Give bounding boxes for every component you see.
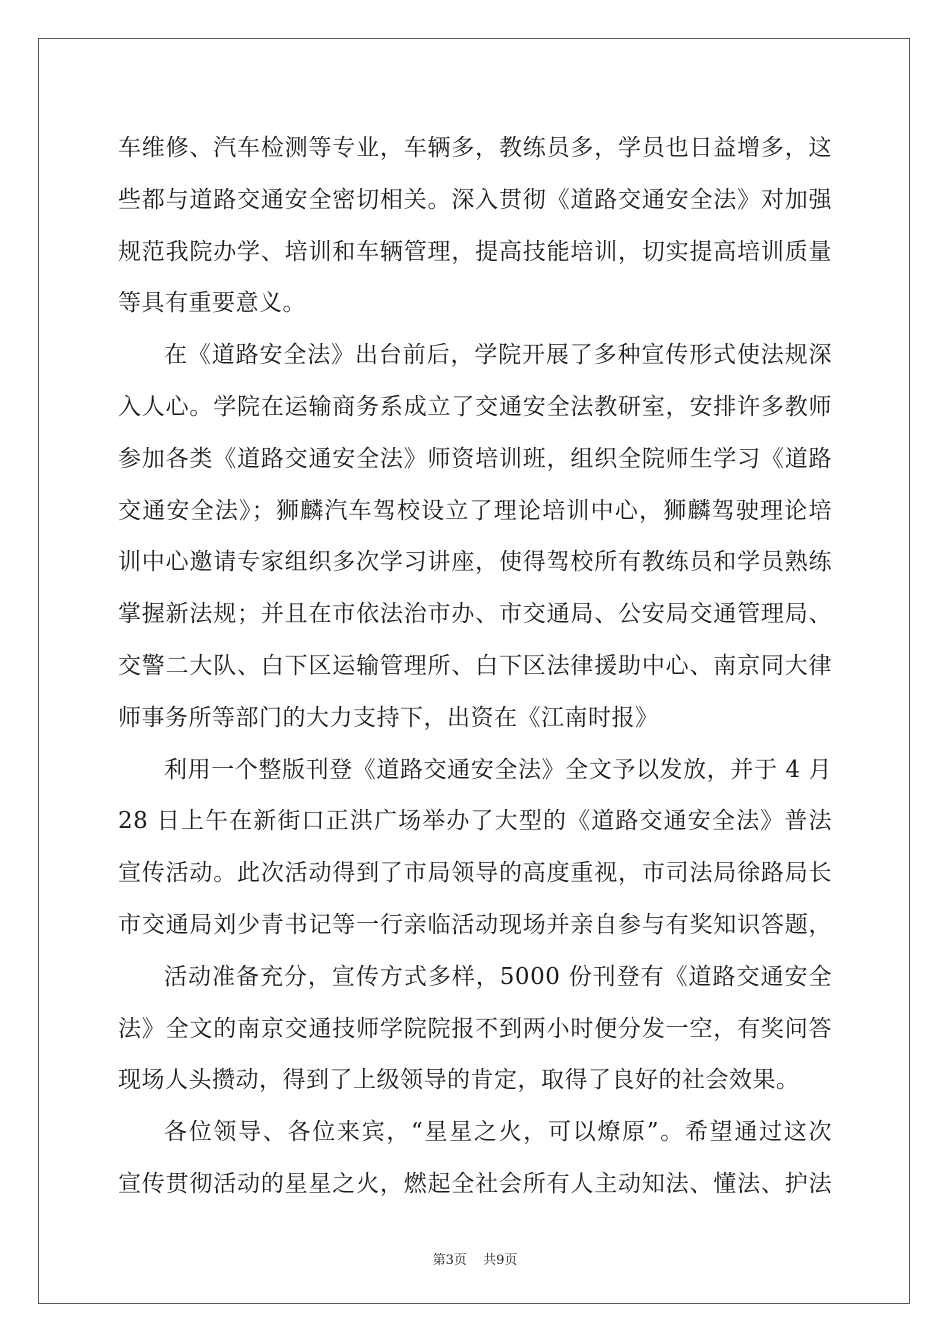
text-line: 交通安全法》；狮麟汽车驾校设立了理论培训中心，狮麟驾驶理论培 xyxy=(118,497,832,524)
text-line: 规范我院办学、培训和车辆管理，提高技能培训，切实提高培训质量 xyxy=(118,238,832,265)
page-total: 共9页 xyxy=(483,1253,518,1268)
text-line: 师事务所等部门的大力支持下，出资在《江南时报》 xyxy=(118,704,659,731)
text-line: 交警二大队、白下区运输管理所、白下区法律援助中心、南京同大律 xyxy=(118,652,832,679)
text-line: 宣传贯彻活动的星星之火，燃起全社会所有人主动知法、懂法、护法 xyxy=(118,1170,832,1197)
text-line: 宣传活动。此次活动得到了市局领导的高度重视，市司法局徐路局长 xyxy=(118,860,832,887)
text-line: 等具有重要意义。 xyxy=(118,290,306,317)
paragraph-first-line: 在《道路安全法》出台前后，学院开展了多种宣传形式使法规深 xyxy=(164,342,832,369)
paragraph-first-line: 利用一个整版刊登《道路交通安全法》全文予以发放，并于 4 月 xyxy=(164,756,832,783)
page-number: 第3页 xyxy=(432,1253,467,1268)
paragraph-first-line: 活动准备充分，宣传方式多样，5000 份刊登有《道路交通安全 xyxy=(164,963,832,990)
document-body xyxy=(118,128,832,1216)
paragraph-first-line: 各位领导、各位来宾，“星星之火，可以燎原”。希望通过这次 xyxy=(164,1119,832,1146)
text-line: 入人心。学院在运输商务系成立了交通安全法教研室，安排许多教师 xyxy=(118,393,832,420)
text-line: 现场人头攒动，得到了上级领导的肯定，取得了良好的社会效果。 xyxy=(118,1067,800,1094)
text-line: 掌握新法规；并且在市依法治市办、市交通局、公安局交通管理局、 xyxy=(118,601,832,628)
text-line: 些都与道路交通安全密切相关。深入贯彻《道路交通安全法》对加强 xyxy=(118,186,832,213)
text-line: 28 日上午在新街口正洪广场举办了大型的《道路交通安全法》普法 xyxy=(118,808,832,835)
text-line: 参加各类《道路交通安全法》师资培训班，组织全院师生学习《道路 xyxy=(118,445,832,472)
text-line: 市交通局刘少青书记等一行亲临活动现场并亲自参与有奖知识答题， xyxy=(118,911,832,938)
page-footer xyxy=(0,1249,950,1268)
text-line: 车维修、汽车检测等专业，车辆多，教练员多，学员也日益增多，这 xyxy=(118,135,832,161)
text-line: 训中心邀请专家组织多次学习讲座，使得驾校所有教练员和学员熟练 xyxy=(118,549,832,576)
text-line: 法》全文的南京交通技师学院院报不到两小时便分发一空，有奖问答 xyxy=(118,1015,832,1042)
